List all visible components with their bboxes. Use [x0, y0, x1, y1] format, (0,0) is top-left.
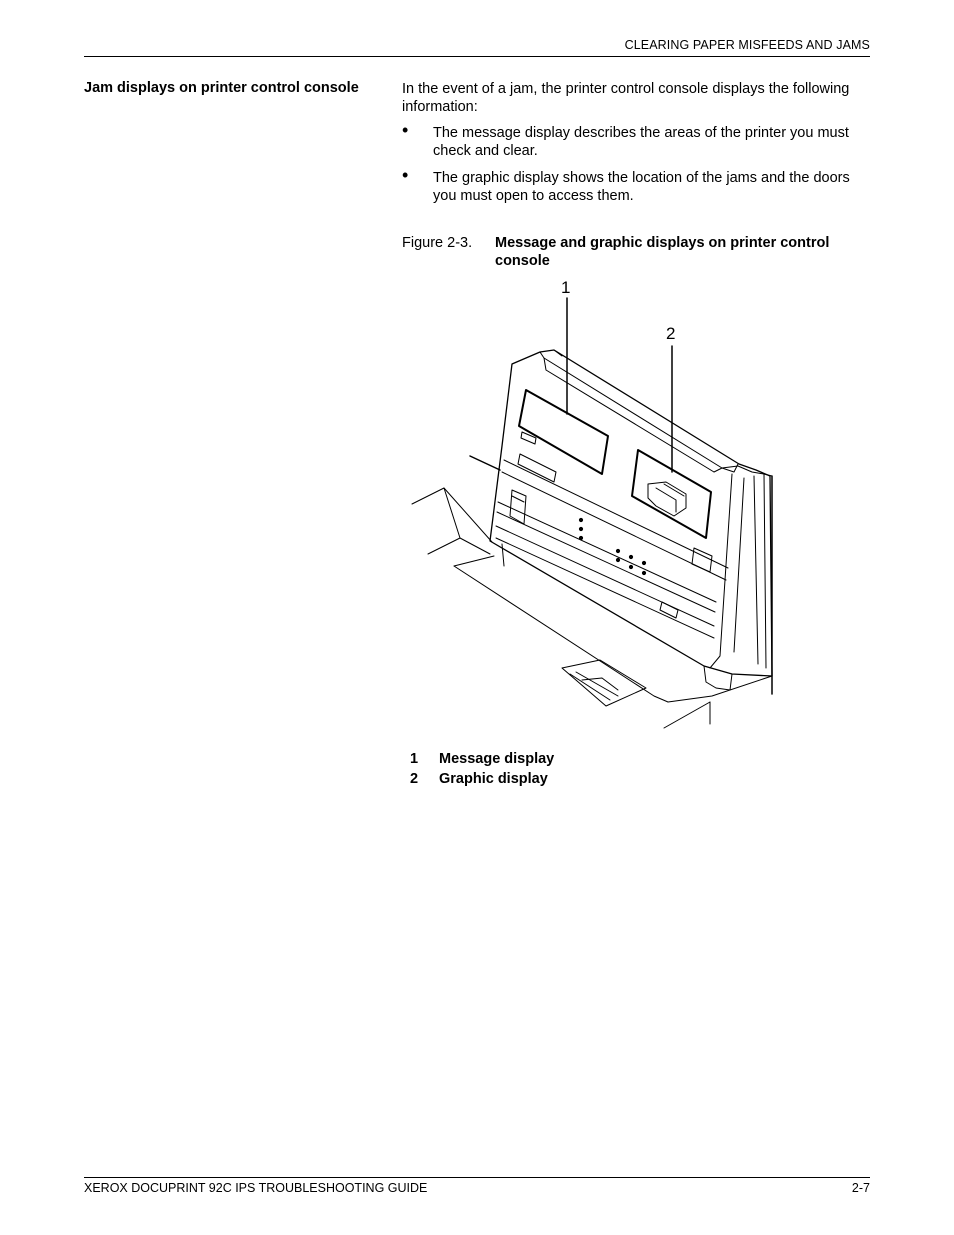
legend-text: Graphic display [439, 771, 548, 787]
printer-console-illustration [404, 276, 784, 736]
printer-console-drawing [404, 276, 784, 736]
legend-number: 1 [410, 751, 419, 767]
callout-number-2: 2 [666, 324, 676, 343]
bullet-item [402, 165, 872, 205]
legend-text: Message display [439, 751, 555, 767]
header-rule [84, 56, 870, 57]
bullet-text: The graphic display shows the location of the jams and the doors you must open to access them. [433, 170, 850, 204]
callout-number-1: 1 [561, 278, 571, 297]
figure-label: Figure 2-3. [402, 235, 473, 251]
figure-title: Message and graphic displays on printer control console [495, 235, 830, 269]
bullet-text: The message display describes the areas of the printer you must check and clear. [433, 125, 849, 159]
legend-number: 2 [410, 771, 419, 787]
running-header: CLEARING PAPER MISFEEDS AND JAMS [624, 38, 870, 52]
bullet-item [402, 120, 872, 160]
footer-rule [84, 1177, 870, 1178]
intro-paragraph: In the event of a jam, the printer control console displays the following information: [402, 81, 850, 115]
bullet-list [402, 115, 872, 205]
footer-guide-title: XEROX DOCUPRINT 92C IPS TROUBLESHOOTING GUIDE [84, 1181, 428, 1195]
section-heading: Jam displays on printer control console [84, 80, 359, 96]
page-number: 2-7 [851, 1181, 870, 1195]
figure-caption [402, 234, 872, 270]
bullet-dot-icon: • [402, 165, 409, 185]
bullet-dot-icon: • [402, 120, 409, 140]
